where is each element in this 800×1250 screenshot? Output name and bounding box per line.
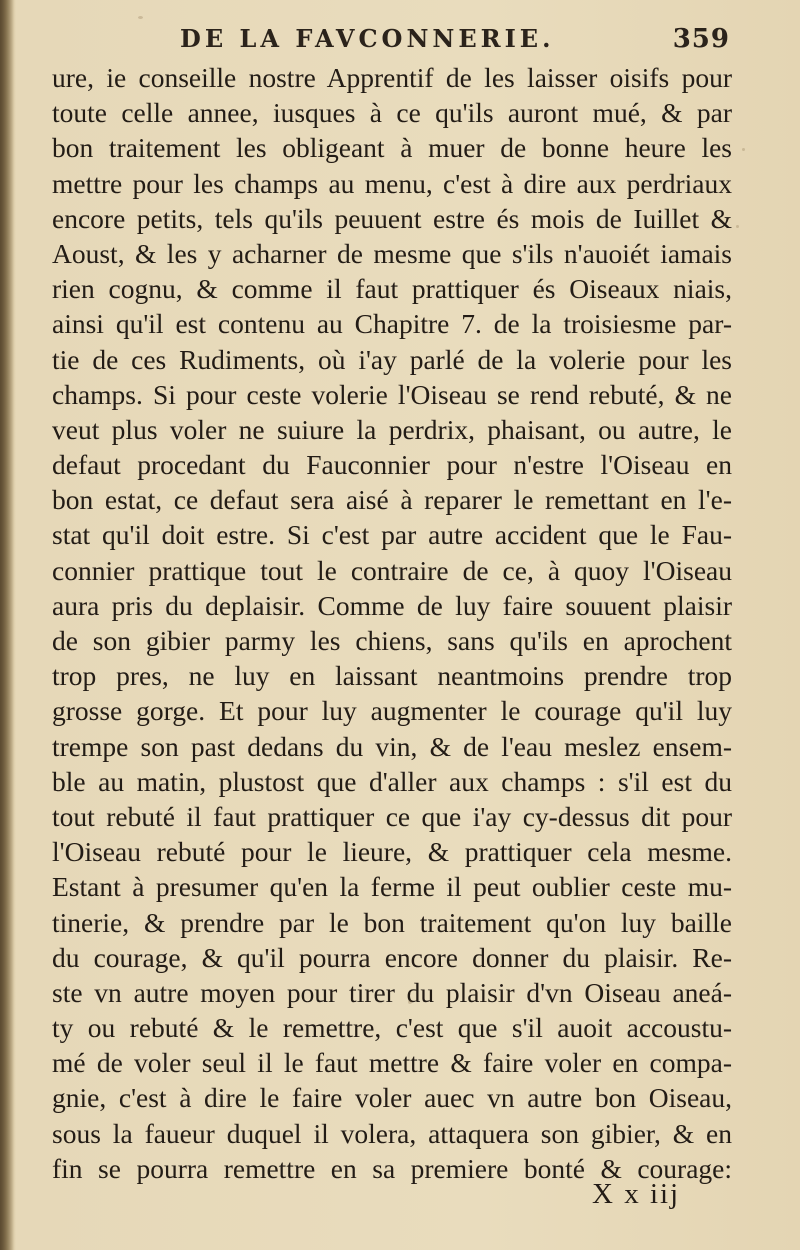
text-line: bon traitement les obligeant à muer de bonne heure les xyxy=(52,132,732,164)
text-line: du courage, & qu'il pourra encore donner du plaisir. Re- xyxy=(52,941,732,973)
text-line: gnie, c'est à dire le faire voler auec vn autre bon Oiseau, xyxy=(52,1082,732,1114)
text-line: connier prattique tout le contraire de ce, à quoy l'Oiseau xyxy=(52,554,732,586)
text-line: encore petits, tels qu'ils peuuent estre és mois de Iuillet & xyxy=(52,202,732,234)
text-line: Aoust, & les y acharner de mesme que s'ils n'auoiét iamais xyxy=(52,237,732,269)
text-line: tout rebuté il faut prattiquer ce que i'ay cy-dessus dit pour xyxy=(52,800,732,832)
running-head: DE LA FAVCONNERIE. xyxy=(180,24,555,53)
page-number: 359 xyxy=(672,24,730,54)
text-line: grosse gorge. Et pour luy augmenter le courage qu'il luy xyxy=(52,695,732,727)
text-line: ty ou rebuté & le remettre, c'est que s'il auoit accoustu- xyxy=(52,1012,732,1044)
text-line: Estant à presumer qu'en la ferme il peut oublier ceste mu- xyxy=(52,871,732,903)
paper-fleck xyxy=(138,16,143,19)
text-line: ble au matin, plustost que d'aller aux champs : s'il est du xyxy=(52,765,732,797)
page-header xyxy=(170,24,730,58)
text-line: ure, ie conseille nostre Apprentif de les laisser oisifs pour xyxy=(52,62,732,93)
paper-fleck xyxy=(742,148,745,151)
text-line: trempe son past dedans du vin, & de l'eau meslez ensem- xyxy=(52,730,732,762)
text-line: trop pres, ne luy en laissant neantmoins prendre trop xyxy=(52,660,732,692)
text-line: champs. Si pour ceste volerie l'Oiseau se rend rebuté, & ne xyxy=(52,378,732,410)
body-text xyxy=(52,60,732,1186)
signature-mark: X x iij xyxy=(592,1178,681,1210)
text-line: tie de ces Rudiments, où i'ay parlé de la volerie pour les xyxy=(52,343,732,375)
text-line: l'Oiseau rebuté pour le lieure, & prattiquer cela mesme. xyxy=(52,836,732,868)
text-line: toute celle annee, iusques à ce qu'ils auront mué, & par xyxy=(52,97,732,129)
paper-fleck xyxy=(408,1000,412,1004)
text-line: rien cognu, & comme il faut prattiquer és Oiseaux niais, xyxy=(52,273,732,305)
text-line: sous la faueur duquel il volera, attaquera son gibier, & en xyxy=(52,1117,732,1149)
text-line: tinerie, & prendre par le bon traitement qu'on luy baille xyxy=(52,906,732,938)
text-line: ainsi qu'il est contenu au Chapitre 7. de la troisiesme par- xyxy=(52,308,732,340)
gutter-shadow xyxy=(0,0,14,1250)
text-line: veut plus voler ne suiure la perdrix, phaisant, ou autre, le xyxy=(52,413,732,445)
text-line: stat qu'il doit estre. Si c'est par autre accident que le Fau- xyxy=(52,519,732,551)
text-line: de son gibier parmy les chiens, sans qu'ils en aprochent xyxy=(52,625,732,656)
paper-fleck xyxy=(736,225,739,228)
text-line: mettre pour les champs au menu, c'est à dire aux perdriaux xyxy=(52,167,732,199)
text-line: mé de voler seul il le faut mettre & faire voler en compa- xyxy=(52,1047,732,1079)
text-line: defaut procedant du Fauconnier pour n'estre l'Oiseau en xyxy=(52,449,732,481)
text-line: fin se pourra remettre en sa premiere bonté & courage: xyxy=(52,1152,732,1184)
text-line: ste vn autre moyen pour tirer du plaisir d'vn Oiseau aneá- xyxy=(52,976,732,1008)
text-line: bon estat, ce defaut sera aisé à reparer le remettant en l'e- xyxy=(52,484,732,516)
text-line: aura pris du deplaisir. Comme de luy faire souuent plaisir xyxy=(52,589,732,621)
